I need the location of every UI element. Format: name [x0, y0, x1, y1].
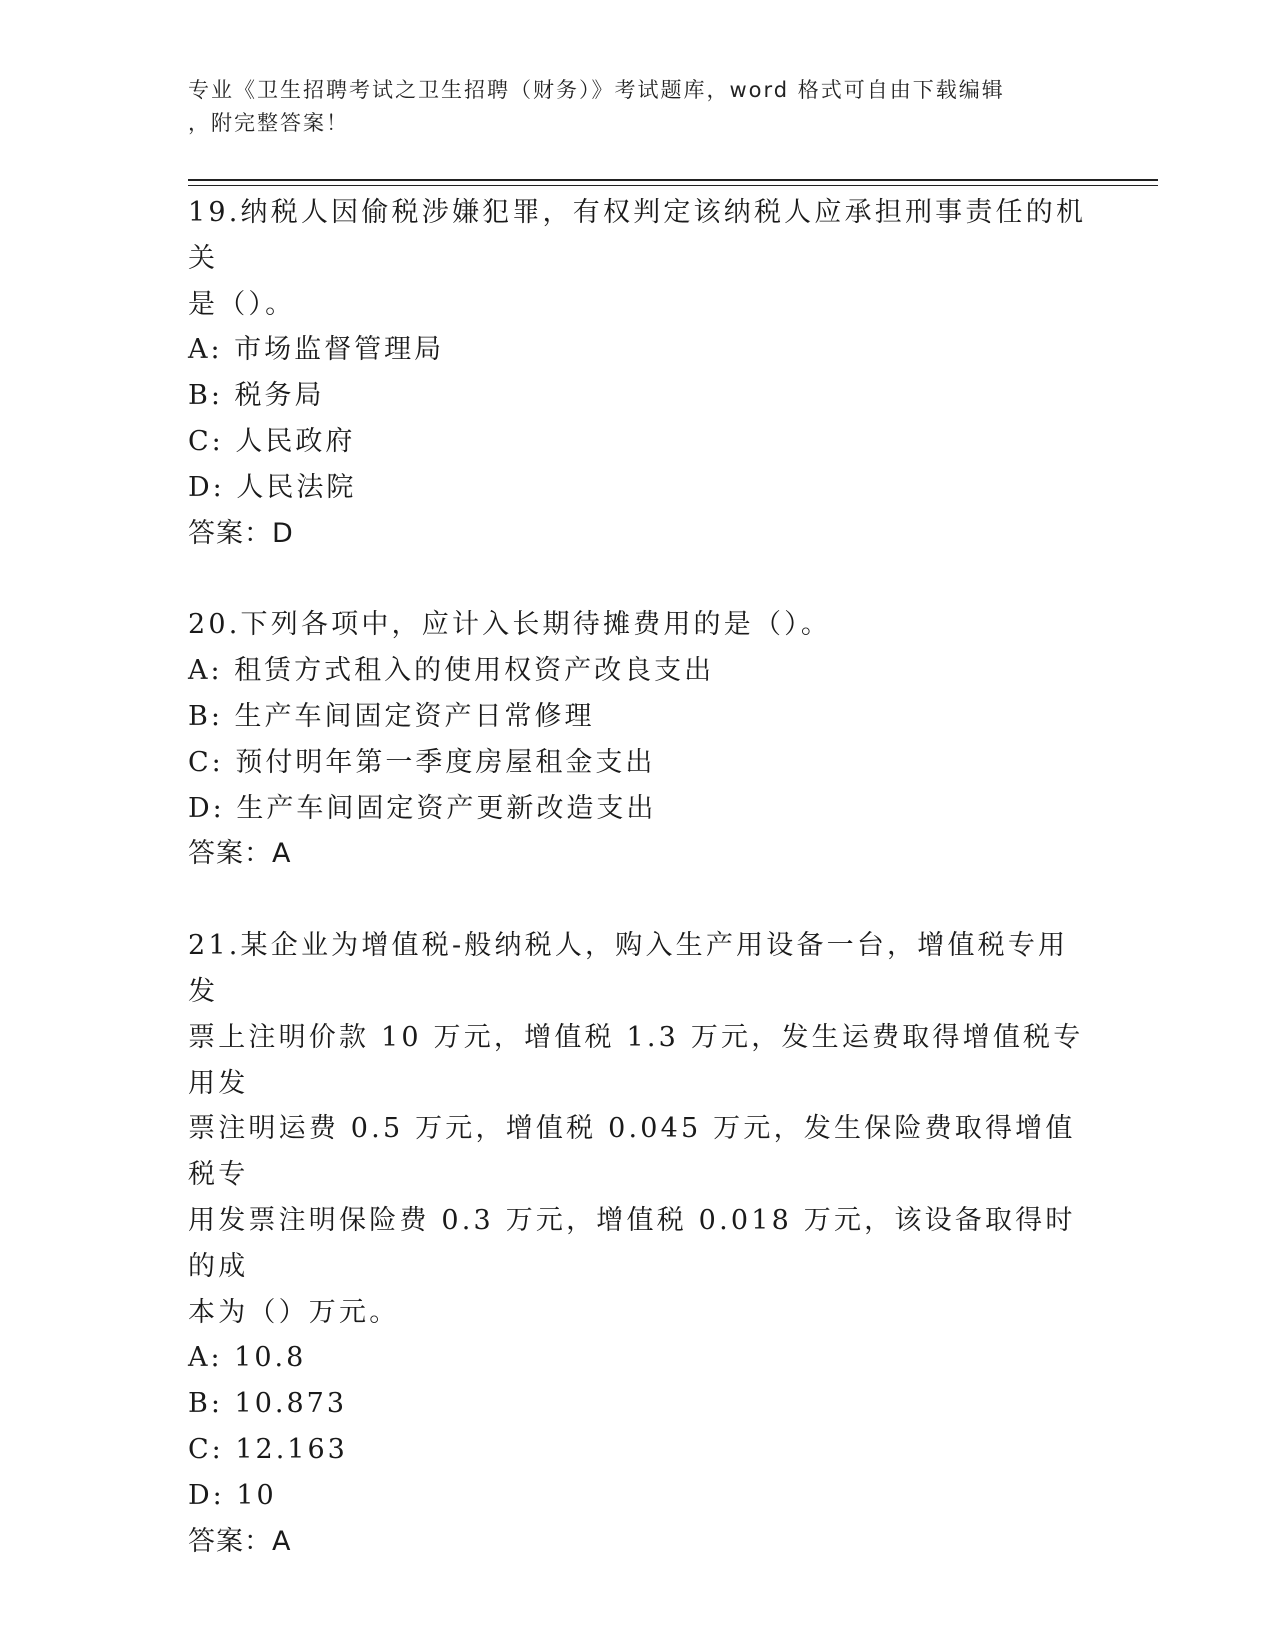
question-stem-line: 19.纳税人因偷税涉嫌犯罪，有权判定该纳税人应承担刑事责任的机关 [188, 197, 1087, 274]
option-a: A: 10.8 [188, 1342, 307, 1374]
document-header [188, 74, 1068, 140]
option-b: B: 10.873 [188, 1388, 347, 1420]
question-stem-line: 21.某企业为增值税-般纳税人，购入生产用设备一台，增值税专用发 [188, 930, 1069, 1007]
question-list [188, 190, 1088, 1610]
option-d: D: 10 [188, 1479, 277, 1511]
question-stem-line: 票注明运费 0.5 万元，增值税 0.045 万元，发生保险费取得增值税专 [188, 1113, 1076, 1191]
option-a: A: 租赁方式租入的使用权资产改良支出 [188, 655, 715, 687]
question-stem-line: 是（）。 [188, 288, 296, 320]
question-19 [188, 190, 1088, 556]
option-c: C: 人民政府 [188, 425, 356, 457]
header-divider-thick [188, 179, 1158, 181]
question-stem-line: 本为（）万元。 [188, 1296, 400, 1328]
header-line-2: ，附完整答案！ [188, 111, 349, 135]
question-20 [188, 602, 1088, 877]
question-stem-line: 用发票注明保险费 0.3 万元，增值税 0.018 万元，该设备取得时的成 [188, 1204, 1076, 1282]
option-d: D: 生产车间固定资产更新改造支出 [188, 792, 657, 824]
option-d: D: 人民法院 [188, 471, 357, 503]
answer-line: 答案：A [188, 838, 292, 870]
header-divider-thin [188, 185, 1158, 186]
question-21 [188, 923, 1088, 1564]
header-line-1: 专业《卫生招聘考试之卫生招聘（财务）》考试题库，word 格式可自由下载编辑 [188, 78, 1005, 102]
option-a: A: 市场监督管理局 [188, 334, 445, 366]
option-b: B: 生产车间固定资产日常修理 [188, 700, 595, 732]
option-c: C: 预付明年第一季度房屋租金支出 [188, 746, 656, 778]
question-stem-line: 票上注明价款 10 万元，增值税 1.3 万元，发生运费取得增值税专用发 [188, 1021, 1084, 1099]
answer-line: 答案：D [188, 517, 294, 549]
option-c: C: 12.163 [188, 1433, 348, 1465]
answer-line: 答案：A [188, 1525, 292, 1557]
option-b: B: 税务局 [188, 380, 325, 412]
question-stem-line: 20.下列各项中，应计入长期待摊费用的是（）。 [188, 609, 832, 641]
